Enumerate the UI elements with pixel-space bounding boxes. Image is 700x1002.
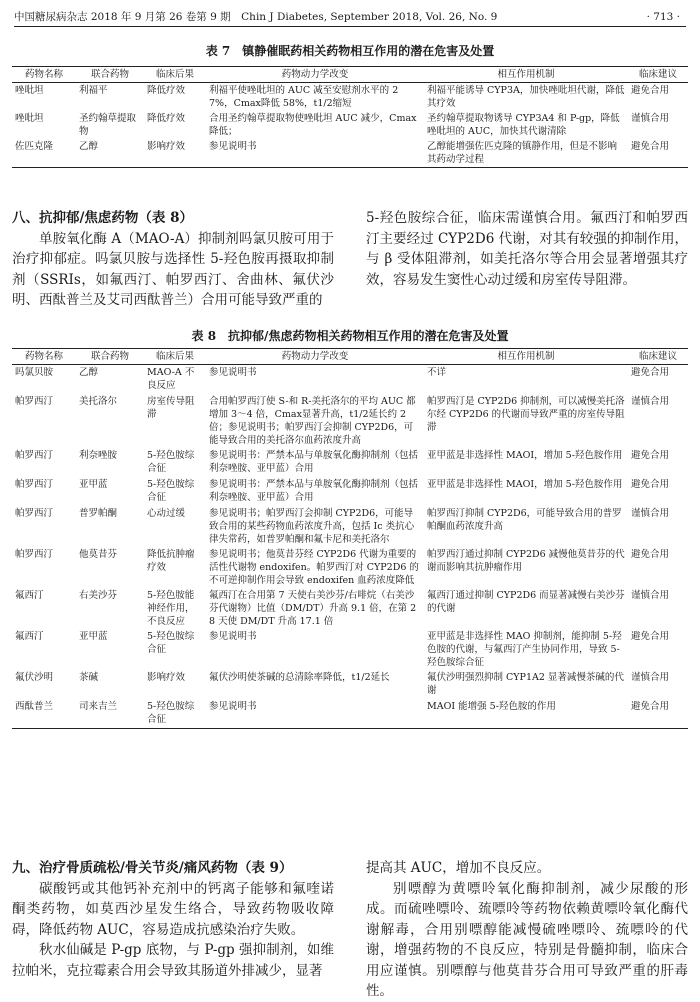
table8-cell: 帕罗西汀是 CYP2D6 抑制剂，可以减慢美托洛尔经 CYP2D6 的代谢而导致严重的房室传导阻滞	[427, 396, 625, 433]
table8-row	[12, 588, 688, 629]
table8-cell: 影响疗效	[147, 672, 186, 683]
table8-cell: 谨慎合用	[631, 672, 670, 683]
table7-cell: 避免合用	[631, 85, 670, 96]
table8-row	[12, 629, 688, 670]
table8-cell: 西酞普兰	[15, 701, 54, 712]
table7-cell: 谨慎合用	[631, 113, 670, 124]
table8-cell: 氟西汀	[15, 590, 44, 601]
table8-row	[12, 365, 688, 395]
table8-cell: 避免合用	[631, 367, 670, 378]
table8-cell: 参见说明书：严禁本品与单胺氧化酶抑制剂（包括利奈唑胺、亚甲蓝）合用	[209, 450, 419, 474]
table7-cell: 降低疗效	[147, 113, 186, 124]
table8-cell: 避免合用	[631, 701, 670, 712]
table7-cell: 避免合用	[631, 141, 670, 152]
table7-cell: 利福平能诱导 CYP3A，加快唑吡坦代谢，降低其疗效	[427, 85, 625, 109]
table8-cell: 参见说明书：严禁本品与单胺氧化酶抑制剂（包括利奈唑胺、亚甲蓝）合用	[209, 479, 419, 503]
table8-header-cell: 联合药物	[76, 349, 144, 365]
table8-cell: 氟伏沙明使茶碱的总清除率降低，t1/2延长	[209, 672, 390, 683]
table8-cell: 谨慎合用	[631, 508, 670, 519]
table7-row	[12, 139, 688, 168]
section8-paragraph-right: 5-羟色胺综合征，临床需谨慎合用。氟西汀和帕罗西汀主要经过 CYP2D6 代谢，对其有较强的抑制作用，与 β 受体阻滞剂，如美托洛尔等合用会显著增强其疗效，容易发生窦性心动过缓和房室传导阻滞。	[366, 210, 688, 288]
table8-header-cell: 相互作用机制	[424, 349, 628, 365]
section9-paragraph-allopurinol: 别嘌醇为黄嘌呤氧化酶抑制剂，减少尿酸的形成。而硫唑嘌呤、巯嘌呤等药物依赖黄嘌呤氧化酶代谢解毒，合用别嘌醇能减慢硫唑嘌呤、巯嘌呤的代谢，增强药物的不良反应，特别是骨髓抑制，临床合用应谨慎。别嘌醇与他莫昔芬合用可导致严重的肝毒性。	[366, 880, 688, 999]
table8-cell: 合用帕罗西汀使 S-和 R-美托洛尔的平均 AUC 都增加 3～4 倍，Cmax显著升高，t1/2延长约 2 倍；参见说明书；帕罗西汀会抑制 CYP2D6，可能导致合用的美托洛尔血药浓度升高	[209, 396, 416, 446]
table7-row	[12, 111, 688, 139]
table8-row	[12, 448, 688, 477]
table8-cell: 吗氯贝胺	[15, 367, 54, 378]
table8-cell: 5-羟色胺综合征	[147, 701, 195, 725]
table8-cell: 茶碱	[79, 672, 99, 683]
table8-cell: 避免合用	[631, 450, 670, 461]
table7-cell: 唑吡坦	[15, 85, 44, 96]
table7-cell: 圣约翰草提取物诱导 CYP3A4 和 P-gp，降低唑吡坦的 AUC，加快其代谢清除	[427, 113, 620, 137]
table8-cell: 避免合用	[631, 631, 670, 642]
table7-cell: 乙醇	[79, 141, 99, 152]
table7-header-cell: 相互作用机制	[424, 67, 628, 83]
table8-cell: 降低抗肿瘤疗效	[147, 549, 195, 573]
running-head	[14, 9, 686, 25]
table7-row	[12, 83, 688, 112]
table7-cell: 乙醇能增强佐匹克隆的镇静作用，但是不影响其药动学过程	[427, 141, 618, 165]
table8-cell: 避免合用	[631, 479, 670, 490]
table8-cell: MAO-A 不良反应	[147, 367, 195, 391]
table8-cell: 利奈唑胺	[79, 450, 118, 461]
table8-cell: 5-羟色胺综合征	[147, 479, 195, 503]
table7-header-cell: 药物名称	[12, 67, 76, 83]
table8-cell: 氟西汀在合用第 7 天使右美沙芬/右啡烷（右美沙芬代谢物）比值（DM/DT）升高 9.1 倍，在第 28 天使 DM/DT 升高 17.1 倍	[209, 590, 417, 627]
table8-cell: 5-羟色胺综合征	[147, 450, 195, 474]
table8-row	[12, 506, 688, 547]
table8-cell: 亚甲蓝是非选择性 MAOI，增加 5-羟色胺作用	[427, 450, 623, 461]
table7-header-cell: 临床后果	[144, 67, 206, 83]
table7-cell: 唑吡坦	[15, 113, 44, 124]
table7-cell: 利福平	[79, 85, 108, 96]
table8-cell: 氟西汀	[15, 631, 44, 642]
section9-paragraph-continued: 提高其 AUC，增加不良反应。	[366, 860, 551, 876]
table8-header-cell: 药物动力学改变	[206, 349, 424, 365]
table8-cell: 亚甲蓝是非选择性 MAOI，增加 5-羟色胺作用	[427, 479, 623, 490]
table7-cell: 降低疗效	[147, 85, 186, 96]
table7-cell: 圣约翰草提取物	[79, 113, 137, 137]
table8-cell: 司来吉兰	[79, 701, 118, 712]
table8-cell: 亚甲蓝	[79, 479, 108, 490]
section8-left-column	[12, 208, 334, 324]
section8-paragraph-left: 单胺氧化酶 A（MAO-A）抑制剂吗氯贝胺可用于治疗抑郁症。吗氯贝胺与选择性 5-羟色胺再摄取抑制剂（SSRIs，如氟西汀、帕罗西汀、舍曲林、氟伏沙明、西酞普兰及艾司西酞普兰）合用可能导致严重的	[12, 230, 334, 308]
table8-cell: 心动过缓	[147, 508, 186, 519]
table7-header-cell: 药物动力学改变	[206, 67, 424, 83]
table8	[12, 348, 688, 729]
table8-cell: 帕罗西汀	[15, 396, 54, 407]
table8-cell: 氟伏沙明	[15, 672, 54, 683]
section9-paragraph-calcium: 碳酸钙或其他钙补充剂中的钙离子能够和氟喹诺酮类药物，如莫西沙星发生络合，导致药物吸收障碍，降低药物 AUC，容易造成抗感染治疗失败。	[12, 880, 334, 938]
table8-cell: 谨慎合用	[631, 590, 670, 601]
table8-row	[12, 477, 688, 506]
table8-header-row	[12, 349, 688, 365]
table7-header-row	[12, 67, 688, 83]
table8-cell: 亚甲蓝是非选择性 MAO 抑制剂，能抑制 5-羟色胺的代谢，与氟西汀产生协同作用，导致 5-羟色胺综合征	[427, 631, 622, 668]
table8-cell: 不详	[427, 367, 447, 378]
section9-paragraph-colchicine: 秋水仙碱是 P-gp 底物，与 P-gp 强抑制剂，如维拉帕米，克拉霉素合用会导致其肠道外排减少，显著	[12, 942, 334, 979]
table8-cell: 房室传导阻滞	[147, 396, 195, 420]
section9-heading: 九、治疗骨质疏松/骨关节炎/痛风药物（表 9）	[12, 860, 293, 876]
table8-header-cell: 临床后果	[144, 349, 206, 365]
table7-cell: 合用圣约翰草提取物使唑吡坦 AUC 减少，Cmax降低；	[209, 113, 417, 137]
table7-header-cell: 联合药物	[76, 67, 144, 83]
table8-cell: 帕罗西汀	[15, 549, 54, 560]
table8-header-cell: 药物名称	[12, 349, 76, 365]
table8-caption: 表 8 抗抑郁/焦虑药物相关药物相互作用的潜在危害及处置	[191, 329, 509, 343]
table8-cell: 参见说明书；帕罗西汀会抑制 CYP2D6，可能导致合用的某些药物血药浓度升高，包括 Ic 类抗心律失常药，如普罗帕酮和氟卡尼和美托洛尔	[209, 508, 415, 545]
table8-cell: 帕罗西汀通过抑制 CYP2D6 减慢他莫昔芬的代谢而影响其抗肿瘤作用	[427, 549, 625, 573]
table8-cell: 5-羟色胺综合征	[147, 631, 195, 655]
table8-row	[12, 394, 688, 448]
table8-cell: 右美沙芬	[79, 590, 118, 601]
table8-cell: 5-羟色胺能神经作用，不良反应	[147, 590, 195, 627]
table8-cell: 参见说明书；他莫昔芬经 CYP2D6 代谢为重要的活性代谢物 endoxifen。帕罗西汀对 CYP2D6 的不可逆抑制作用会导致 endoxifen 血药浓度降低	[209, 549, 419, 586]
section8-right-column	[366, 208, 688, 324]
table7-caption: 表 7 镇静催眠药相关药物相互作用的潜在危害及处置	[205, 44, 495, 58]
table8-cell: 乙醇	[79, 367, 99, 378]
table8-cell: 帕罗西汀	[15, 508, 54, 519]
table7-cell: 影响疗效	[147, 141, 186, 152]
section9-left-column	[12, 858, 334, 986]
table8-cell: 亚甲蓝	[79, 631, 108, 642]
table8-header-cell: 临床建议	[628, 349, 688, 365]
table8-cell: 谨慎合用	[631, 396, 670, 407]
table7-header-cell: 临床建议	[628, 67, 688, 83]
table8-cell: 参见说明书	[209, 701, 257, 712]
table8-row	[12, 547, 688, 588]
table8-cell: 帕罗西汀	[15, 479, 54, 490]
section9-right-column	[366, 858, 688, 999]
table8-row	[12, 670, 688, 699]
running-head-journal: 中国糖尿病杂志 2018 年 9 月第 26 卷第 9 期 Chin J Diabetes, September 2018, Vol. 26, No. 9	[14, 11, 498, 23]
table8-cell: 帕罗西汀抑制 CYP2D6，可能导致合用的普罗帕酮血药浓度升高	[427, 508, 622, 532]
table8-row	[12, 699, 688, 729]
table8-cell: 帕罗西汀	[15, 450, 54, 461]
table7-cell: 参见说明书	[209, 141, 257, 152]
table8-cell: 避免合用	[631, 549, 670, 560]
table8-cell: 参见说明书	[209, 367, 257, 378]
table7-cell: 佐匹克隆	[15, 141, 54, 152]
section8-heading: 八、抗抑郁/焦虑药物（表 8）	[12, 210, 194, 226]
table8-cell: 氟伏沙明强烈抑制 CYP1A2 显著减慢茶碱的代谢	[427, 672, 624, 696]
table8-cell: 他莫昔芬	[79, 549, 118, 560]
table8-cell: 参见说明书	[209, 631, 257, 642]
table8-cell: 普罗帕酮	[79, 508, 118, 519]
page-number: · 713 ·	[646, 11, 680, 23]
table8-cell: 美托洛尔	[79, 396, 118, 407]
table8-cell: MAOI 能增强 5-羟色胺的作用	[427, 701, 556, 712]
table7-cell: 利福平使唑吡坦的 AUC 减至安慰剂水平的 27%，Cmax降低 58%，t1/2缩短	[209, 85, 399, 109]
table7	[12, 66, 688, 168]
table8-cell: 氟西汀通过抑制 CYP2D6 而显著减慢右美沙芬的代谢	[427, 590, 625, 614]
header-rule	[14, 26, 686, 27]
